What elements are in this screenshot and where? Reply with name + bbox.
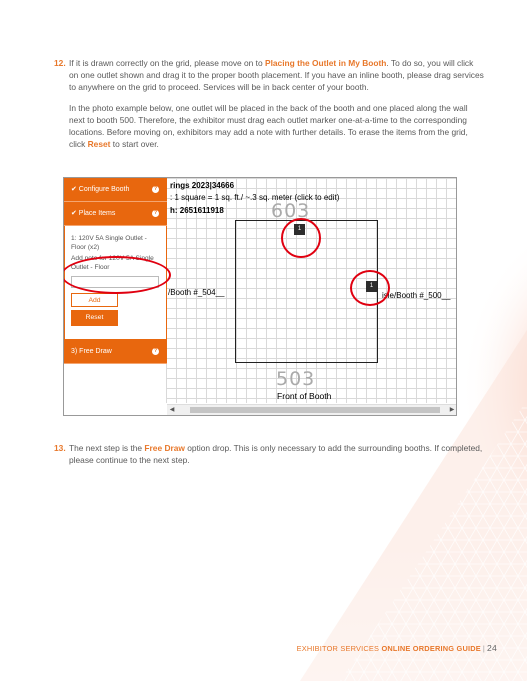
- page-footer: [297, 643, 497, 653]
- outlet-marker-side[interactable]: 1: [366, 281, 377, 292]
- placed-item[interactable]: 1: 120V 5A Single Outlet - Floor (x2): [71, 235, 147, 251]
- booth-number: h: 2651611918: [170, 206, 224, 215]
- scroll-right-icon[interactable]: ▶: [449, 407, 455, 413]
- step-number: 13.: [54, 443, 66, 453]
- free-draw-link[interactable]: Free Draw: [144, 443, 185, 453]
- help-icon[interactable]: ?: [153, 186, 158, 192]
- configure-booth-header[interactable]: [64, 178, 167, 202]
- help-icon[interactable]: ?: [153, 210, 158, 216]
- step-13-paragraph: [69, 442, 484, 466]
- show-title: rings 2023|34666: [170, 181, 235, 190]
- help-icon[interactable]: ?: [153, 348, 158, 354]
- horizontal-scrollbar[interactable]: [167, 404, 457, 415]
- footer-separator: |: [482, 644, 486, 653]
- step-13: [54, 442, 484, 475]
- step-number: 12.: [54, 58, 66, 68]
- reset-link[interactable]: Reset: [87, 139, 111, 149]
- footer-section: EXHIBITOR SERVICES: [296, 644, 382, 653]
- add-button[interactable]: Add: [71, 293, 118, 307]
- scroll-left-icon[interactable]: ◀: [169, 407, 175, 413]
- left-neighbor-label: /Booth #_504__: [168, 288, 225, 297]
- scale-label[interactable]: : 1 square = 1 sq. ft./ ~.3 sq. meter (click to edit): [170, 193, 340, 202]
- text: In the photo example below, one outlet will be placed in the back of the booth and one placed along the wall next to booth 500. Therefore, the exhibitor must drag each outlet marker one-at-a-time to the corresponding locations. Before moving on, exhibitors may add a note with further details. To erase the items from the grid, click: [69, 103, 468, 149]
- free-draw-header[interactable]: [64, 340, 167, 364]
- configure-booth-label: ✔ Configure Booth: [71, 186, 130, 193]
- step-12-paragraph-2: [69, 102, 484, 150]
- place-items-header[interactable]: [64, 202, 167, 226]
- text: . To do so, you will click on one outlet shown and drag it to the proper booth placement. If you have an inline booth, please drag services to anywhere on the grid to proceed. Services will be in back center of your booth.: [69, 58, 484, 92]
- note-label: Add note for 120V 5A Single Outlet - Floor: [71, 255, 154, 271]
- right-neighbor-label: isle/Booth #_500__: [382, 291, 451, 300]
- placing-outlet-link[interactable]: Placing the Outlet in My Booth: [264, 58, 387, 68]
- reset-button[interactable]: Reset: [71, 310, 118, 326]
- highlight-circle-back: [281, 218, 321, 258]
- handwritten-503: 503: [276, 368, 316, 390]
- text: The next step is the: [69, 443, 145, 453]
- scrollbar-thumb[interactable]: [190, 407, 440, 413]
- highlight-circle-side: [350, 270, 390, 306]
- outlet-marker-back[interactable]: 1: [294, 224, 305, 235]
- page-number: 24: [487, 643, 497, 653]
- place-items-label: ✔ Place Items: [71, 210, 116, 217]
- free-draw-label: 3) Free Draw: [71, 348, 112, 355]
- step-12: [54, 57, 484, 159]
- handwritten-603: 603: [271, 200, 311, 222]
- step-12-paragraph-1: [69, 57, 484, 93]
- front-of-booth-label: Front of Booth: [277, 391, 332, 401]
- booth-editor-screenshot: [63, 177, 457, 416]
- text: option drop. This is only necessary to add the surrounding booths. If completed, please continue to the next step.: [69, 443, 483, 465]
- footer-title: ONLINE ORDERING GUIDE: [381, 644, 481, 653]
- text: If it is drawn correctly on the grid, please move on to: [69, 58, 265, 68]
- text: to start over.: [110, 139, 159, 149]
- highlight-circle-note: [63, 256, 171, 294]
